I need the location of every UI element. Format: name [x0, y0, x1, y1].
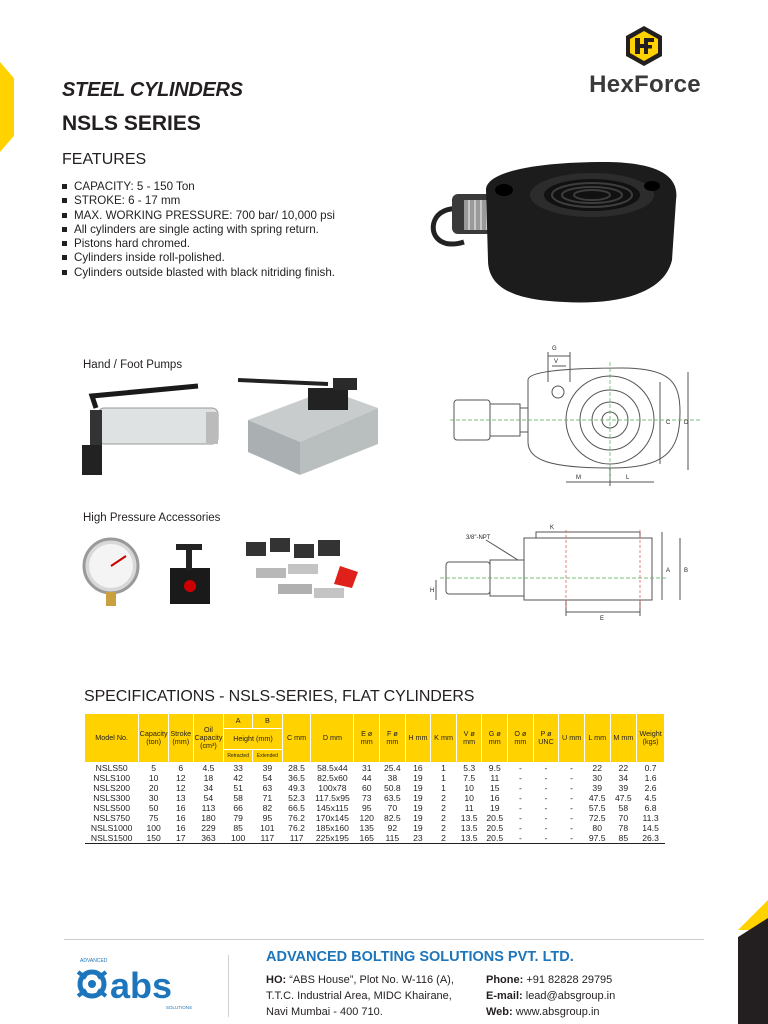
hexforce-logo	[580, 25, 710, 100]
table-cell: 92	[387, 823, 398, 833]
table-cell: 1.6	[644, 773, 657, 783]
cylinder-top-view-drawing	[430, 342, 710, 492]
accessories-caption: High Pressure Accessories	[83, 512, 221, 524]
col-k: K mm	[431, 714, 457, 763]
table-cell: 113	[201, 803, 216, 813]
col-v: V ø mm	[456, 714, 482, 763]
table-cell: 50	[148, 803, 159, 813]
table-cell: NSLS200	[93, 783, 131, 793]
table-cell: -	[570, 813, 574, 823]
col-retracted: Retracted	[224, 750, 253, 763]
footer-vertical-divider	[228, 955, 229, 1017]
table-cell: 54	[203, 793, 214, 803]
flat-cylinder-image	[424, 160, 680, 310]
table-cell: 9.5	[488, 763, 501, 773]
table-cell: 95	[361, 803, 372, 813]
col-h: H mm	[405, 714, 431, 763]
specifications-table-body	[85, 763, 665, 844]
feature-item: Cylinders outside blasted with black nitriding finish.	[62, 266, 422, 280]
table-cell: 25.4	[383, 763, 401, 773]
table-cell: 34	[203, 783, 214, 793]
drawing-label-c: C	[666, 420, 671, 426]
feature-item: All cylinders are single acting with spring return.	[62, 223, 422, 237]
table-row	[85, 803, 665, 813]
drawing-label-k: K	[550, 525, 555, 531]
table-cell: NSLS300	[93, 793, 131, 803]
table-cell: 75	[148, 813, 159, 823]
table-cell: 58.5x44	[317, 763, 348, 773]
table-cell: 17	[169, 833, 194, 844]
table-cell: 20.5	[486, 823, 504, 833]
specifications-table-wrap	[84, 713, 665, 844]
table-cell: 36.5	[288, 773, 305, 783]
table-cell: 54	[262, 773, 273, 783]
table-cell: 31	[361, 763, 372, 773]
table-cell: 63	[262, 783, 273, 793]
table-cell: 42	[233, 773, 243, 783]
ho-label: HO:	[266, 974, 287, 986]
contact-details	[486, 972, 615, 1020]
table-cell: 4.5	[202, 763, 215, 773]
table-cell: 38	[387, 773, 398, 783]
table-cell: 100	[224, 833, 253, 844]
table-row	[85, 773, 665, 783]
table-cell: NSLS1500	[85, 833, 139, 844]
table-cell: 20	[148, 783, 159, 793]
table-cell: 2	[441, 813, 446, 823]
table-cell: 85	[610, 833, 637, 844]
hand-foot-pumps-image	[78, 360, 388, 480]
head-office-address	[266, 972, 454, 1020]
table-cell: 39	[262, 763, 273, 773]
col-m: M mm	[610, 714, 637, 763]
drawing-label-b: B	[684, 568, 689, 574]
table-cell: 2	[441, 823, 446, 833]
drawing-label-l: L	[626, 475, 630, 481]
table-cell: 82.5x60	[317, 773, 348, 783]
table-cell: -	[544, 773, 548, 783]
table-cell: 0.7	[644, 763, 657, 773]
table-cell: -	[518, 793, 522, 803]
table-cell: 12	[176, 783, 186, 793]
hexforce-hex-icon	[624, 25, 664, 67]
email-label: E-mail:	[486, 990, 523, 1002]
ho-line-2: T.T.C. Industrial Area, MIDC Khairane,	[266, 990, 452, 1002]
table-row	[85, 783, 665, 793]
table-cell: 1	[441, 773, 446, 783]
table-cell: 13.5	[460, 813, 478, 823]
table-cell: 50.8	[383, 783, 401, 793]
table-cell: 15	[489, 783, 500, 793]
col-f: F ø mm	[380, 714, 406, 763]
table-cell: 30	[148, 793, 159, 803]
table-cell: 150	[139, 833, 169, 844]
table-cell: 5	[151, 763, 157, 773]
table-cell: 30	[592, 773, 602, 783]
col-stroke: Stroke (mm)	[169, 714, 194, 763]
table-cell: 12	[176, 773, 186, 783]
table-cell: -	[544, 813, 548, 823]
table-cell: 82	[262, 803, 273, 813]
feature-item: Cylinders inside roll-polished.	[62, 251, 422, 265]
table-cell: -	[518, 763, 522, 773]
table-cell: 19	[413, 803, 423, 813]
table-cell: 23	[405, 833, 431, 844]
abs-company-logo	[70, 954, 210, 1016]
table-cell: -	[544, 823, 548, 833]
table-cell: 66	[233, 803, 243, 813]
table-cell: 66.5	[288, 803, 305, 813]
col-d: D mm	[311, 714, 354, 763]
series-title: NSLS SERIES	[62, 112, 201, 135]
table-cell: 225x195	[311, 833, 354, 844]
feature-item: Pistons hard chromed.	[62, 237, 422, 251]
col-g: G ø mm	[482, 714, 508, 763]
table-cell: 52.3	[288, 793, 305, 803]
table-row	[85, 793, 665, 803]
table-cell: 44	[361, 773, 372, 783]
table-cell: 20.5	[482, 833, 508, 844]
table-cell: 47.5	[614, 793, 632, 803]
col-oil-capacity: Oil Capacity (cm³)	[193, 714, 224, 763]
table-cell: -	[570, 803, 574, 813]
table-cell: 100	[146, 823, 161, 833]
web-label: Web:	[486, 1006, 513, 1018]
table-cell: 165	[354, 833, 380, 844]
table-cell: -	[544, 783, 548, 793]
table-cell: -	[518, 813, 522, 823]
black-corner-decoration-right	[738, 918, 768, 1024]
table-cell: 2	[441, 803, 446, 813]
table-cell: 71	[262, 793, 273, 803]
table-cell: 1	[441, 763, 446, 773]
table-cell: 145x115	[316, 803, 349, 813]
table-cell: -	[570, 823, 574, 833]
table-cell: -	[533, 833, 559, 844]
table-cell: 19	[413, 783, 423, 793]
table-cell: 34	[618, 773, 629, 783]
table-cell: 58	[233, 793, 243, 803]
table-cell: 63.5	[383, 793, 401, 803]
col-extended: Extended	[253, 750, 283, 763]
table-cell: 60	[361, 783, 372, 793]
page-title: STEEL CYLINDERS	[62, 79, 243, 101]
table-cell: 72.5	[588, 813, 606, 823]
table-cell: 22	[618, 763, 629, 773]
table-cell: NSLS50	[95, 763, 128, 773]
table-cell: NSLS500	[93, 803, 131, 813]
specifications-heading: SPECIFICATIONS - NSLS-SERIES, FLAT CYLINDERS	[84, 688, 475, 705]
table-cell: 85	[233, 823, 243, 833]
drawing-label-g: G	[552, 346, 557, 352]
col-b: B	[253, 714, 283, 729]
table-cell: 11	[490, 773, 500, 783]
ho-line-3: Navi Mumbai - 400 710.	[266, 1006, 383, 1018]
table-cell: 18	[203, 773, 214, 783]
table-cell: 19	[489, 803, 500, 813]
table-cell: 20.5	[486, 813, 504, 823]
col-c: C mm	[282, 714, 311, 763]
table-cell: 47.5	[588, 793, 606, 803]
col-weight: Weight (kgs)	[637, 714, 665, 763]
table-cell: 26.3	[637, 833, 665, 844]
table-cell: 2	[441, 793, 446, 803]
table-cell: 14.5	[642, 823, 659, 833]
table-cell: 170x145	[315, 813, 349, 823]
table-cell: 117	[253, 833, 283, 844]
table-cell: 28.5	[288, 763, 305, 773]
table-cell: 7.5	[463, 773, 476, 783]
table-cell: 6.8	[644, 803, 657, 813]
drawing-label-npt: 3/8"-NPT	[466, 535, 491, 541]
pumps-caption: Hand / Foot Pumps	[83, 359, 183, 371]
table-cell: 95	[262, 813, 273, 823]
col-model: Model No.	[85, 714, 139, 763]
table-cell: 16	[176, 823, 186, 833]
table-cell: 33	[233, 763, 243, 773]
table-cell: -	[518, 783, 522, 793]
table-cell: 229	[201, 823, 216, 833]
table-cell: 49.3	[288, 783, 305, 793]
table-cell: 101	[260, 823, 275, 833]
table-cell: 6	[178, 763, 184, 773]
table-cell: NSLS750	[93, 813, 131, 823]
table-cell: 4.5	[644, 793, 657, 803]
col-o: O ø mm	[508, 714, 534, 763]
phone-value[interactable]: +91 82828 29795	[526, 974, 613, 986]
table-cell: 117	[282, 833, 311, 844]
table-cell: -	[508, 833, 534, 844]
yellow-corner-decoration	[0, 62, 14, 152]
table-cell: 180	[201, 813, 216, 823]
drawing-label-a: A	[666, 568, 671, 574]
table-cell: 10	[464, 783, 474, 793]
table-cell: 2	[431, 833, 457, 844]
table-cell: -	[570, 763, 574, 773]
abs-logo-top-text: ADVANCED	[80, 958, 108, 964]
table-cell: 13.5	[460, 823, 478, 833]
abs-logo-text: abs	[110, 965, 173, 1006]
table-cell: -	[544, 803, 548, 813]
table-row	[85, 823, 665, 833]
table-cell: 19	[413, 823, 423, 833]
table-cell: 13.5	[456, 833, 482, 844]
table-row	[85, 763, 665, 774]
table-cell: 16	[176, 813, 186, 823]
table-cell: -	[518, 803, 522, 813]
web-link[interactable]: www.absgroup.in	[515, 1006, 600, 1018]
table-cell: 16	[413, 763, 423, 773]
table-cell: -	[518, 823, 522, 833]
table-cell: 19	[413, 813, 423, 823]
table-cell: 19	[413, 773, 423, 783]
table-cell: 19	[413, 793, 423, 803]
ho-line-1: “ABS House”, Plot No. W-116 (A),	[289, 974, 454, 986]
table-cell: 115	[380, 833, 406, 844]
table-cell: 135	[359, 823, 374, 833]
table-cell: 73	[361, 793, 372, 803]
feature-item: MAX. WORKING PRESSURE: 700 bar/ 10,000 psi	[62, 209, 422, 223]
table-cell: 16	[176, 803, 186, 813]
table-cell: 57.5	[588, 803, 606, 813]
table-cell: 100x78	[318, 783, 347, 793]
feature-item: STROKE: 6 - 17 mm	[62, 194, 422, 208]
phone-label: Phone:	[486, 974, 524, 986]
table-cell: -	[544, 763, 548, 773]
drawing-label-d: D	[684, 420, 689, 426]
table-cell: 39	[592, 783, 602, 793]
table-cell: 39	[618, 783, 629, 793]
table-cell: 11	[464, 803, 474, 813]
drawing-label-v: V	[554, 359, 559, 365]
table-cell: 78	[618, 823, 629, 833]
table-cell: 70	[387, 803, 398, 813]
table-cell: 82.5	[383, 813, 401, 823]
table-cell: 16	[489, 793, 500, 803]
specifications-table	[84, 713, 665, 844]
table-cell: 363	[193, 833, 224, 844]
table-cell: 22	[592, 763, 602, 773]
table-cell: 79	[233, 813, 243, 823]
email-link[interactable]: lead@absgroup.in	[525, 990, 616, 1002]
table-cell: 13	[176, 793, 186, 803]
company-name: ADVANCED BOLTING SOLUTIONS PVT. LTD.	[266, 949, 574, 965]
drawing-label-m: M	[576, 475, 581, 481]
cylinder-side-view-drawing	[426, 520, 716, 620]
table-cell: -	[544, 793, 548, 803]
high-pressure-accessories-image	[78, 528, 378, 618]
table-row	[85, 833, 665, 844]
footer-divider	[64, 939, 704, 940]
table-cell: 58	[618, 803, 629, 813]
col-a: A	[224, 714, 253, 729]
brand-name: HexForce	[589, 71, 701, 98]
table-cell: 185x160	[315, 823, 349, 833]
table-cell: 80	[592, 823, 602, 833]
col-p: P ø UNC	[533, 714, 559, 763]
table-cell: 2.6	[644, 783, 657, 793]
table-cell: 120	[359, 813, 374, 823]
feature-item: CAPACITY: 5 - 150 Ton	[62, 180, 422, 194]
table-cell: NSLS100	[93, 773, 131, 783]
table-cell: 1	[441, 783, 446, 793]
drawing-label-e: E	[600, 616, 605, 620]
features-list	[62, 180, 422, 280]
table-cell: 97.5	[584, 833, 610, 844]
col-height-group: Height (mm)	[224, 729, 282, 750]
abs-logo-bottom-text: SOLUTIONS	[166, 1005, 193, 1010]
table-cell: 5.3	[463, 763, 476, 773]
table-cell: 10	[148, 773, 159, 783]
table-cell: 51	[233, 783, 243, 793]
col-capacity: Capacity (ton)	[139, 714, 169, 763]
features-heading: FEATURES	[62, 151, 147, 168]
table-cell: -	[570, 783, 574, 793]
table-cell: 70	[618, 813, 629, 823]
table-cell: 11.3	[642, 813, 659, 823]
table-cell: -	[570, 773, 574, 783]
col-l: L mm	[584, 714, 610, 763]
table-cell: 10	[464, 793, 474, 803]
table-cell: -	[518, 773, 522, 783]
col-u: U mm	[559, 714, 585, 763]
table-cell: NSLS1000	[90, 823, 133, 833]
col-e: E ø mm	[354, 714, 380, 763]
table-cell: 117.5x95	[315, 793, 350, 803]
table-cell: -	[559, 833, 585, 844]
table-cell: -	[570, 793, 574, 803]
table-row	[85, 813, 665, 823]
table-cell: 76.2	[288, 813, 305, 823]
table-cell: 76.2	[288, 823, 305, 833]
drawing-label-h: H	[430, 588, 435, 594]
